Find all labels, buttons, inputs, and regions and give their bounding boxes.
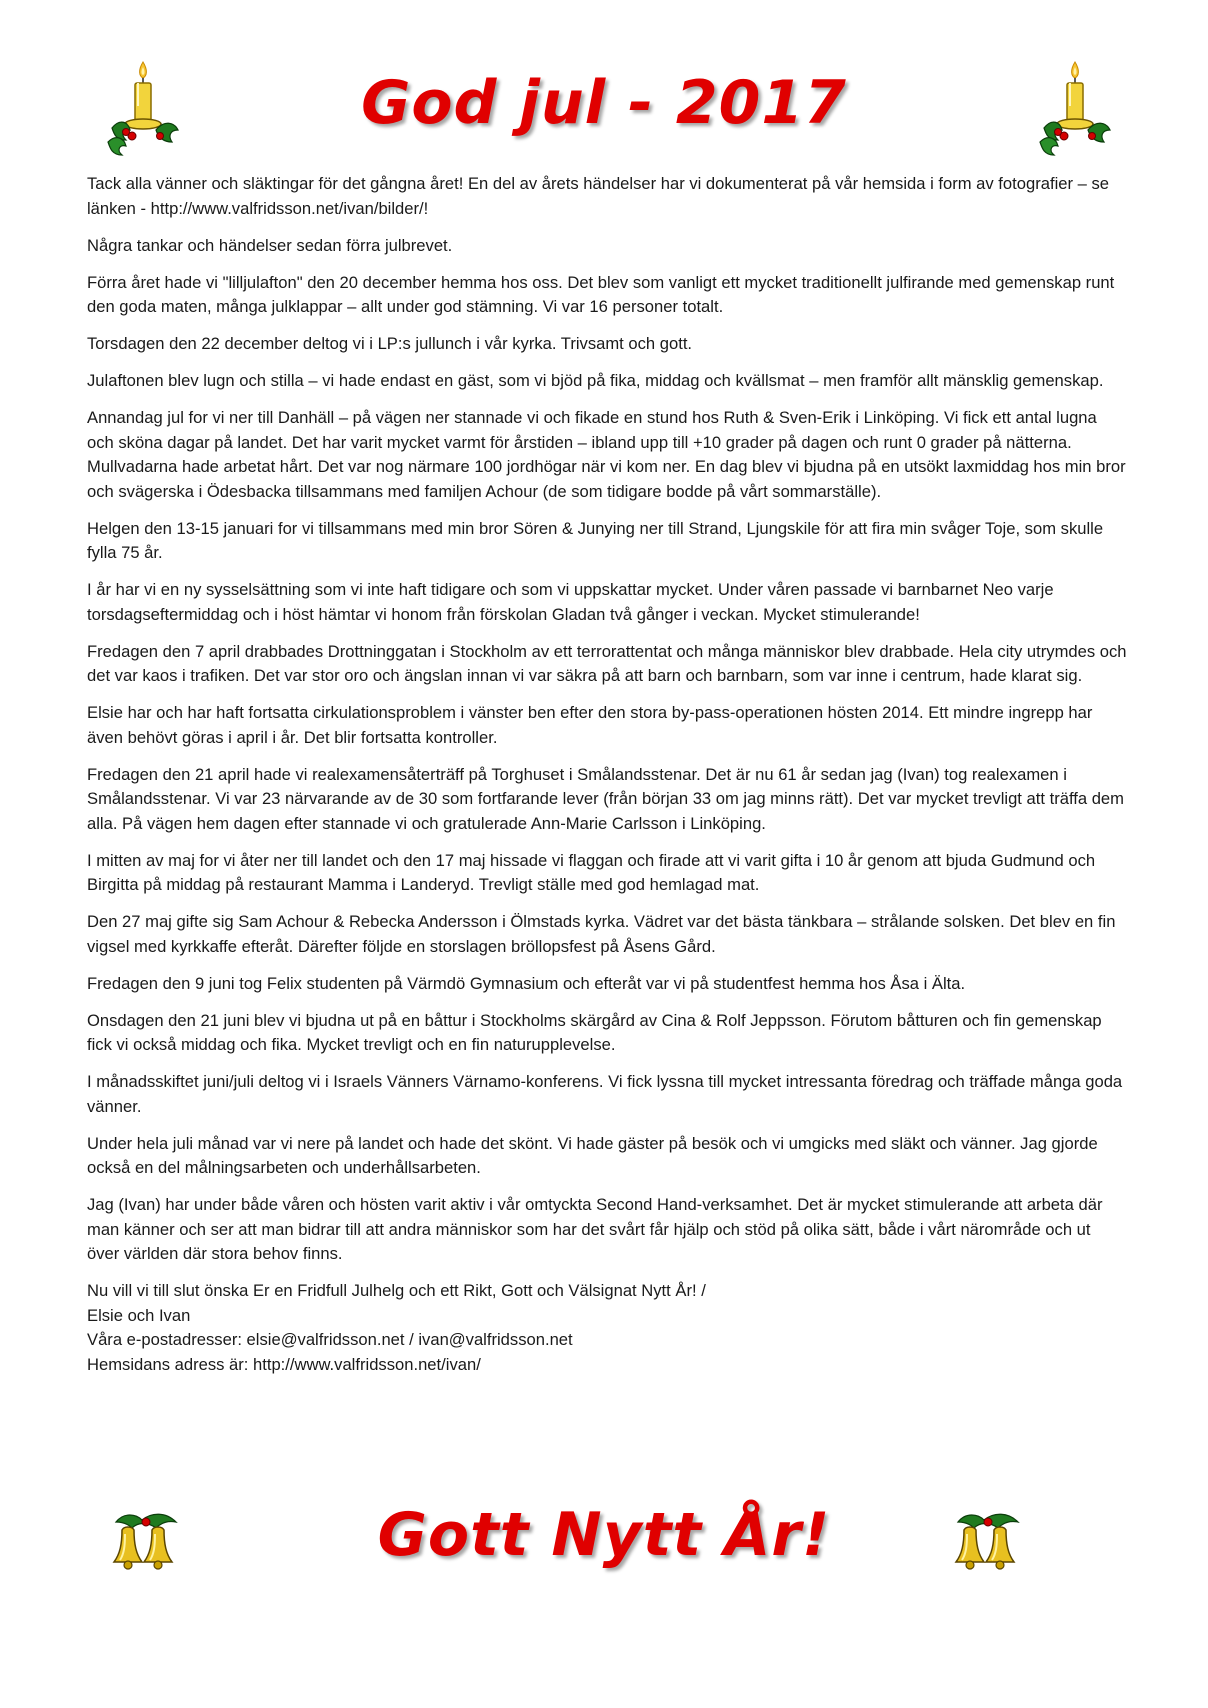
email-addresses: Våra e-postadresser: elsie@valfridsson.net / ivan@valfridsson.net [87, 1330, 573, 1349]
signature-names: Elsie och Ivan [87, 1305, 191, 1325]
paragraph: Elsie har och har haft fortsatta cirkulationsproblem i vänster ben efter den stora by-pass-operationen hösten 2014. Ett mindre ingrepp har även behövt göras i april i år. Det blir fortsatta kontroller. [87, 703, 1093, 747]
paragraph: Tack alla vänner och släktingar för det gångna året! En del av årets händelser har vi dokumenterat på vår hemsida i form av fotografier – se länken - http://www.valfridsson.net/ivan/bilder/! [87, 174, 1109, 218]
new-year-greeting: Gott Nytt År! [377, 1500, 831, 1570]
page-title: God jul - 2017 [361, 68, 847, 138]
paragraph: Jag (Ivan) har under både våren och hösten varit aktiv i vår omtyckta Second Hand-verksamhet. Det är mycket stimulerande att arbeta där man känner och ser att man bidrar till att andra människor som har det svårt får hjälp och stöd på olika sätt, både i vårt närområde och ut över världen där stora behov finns. [87, 1195, 1103, 1263]
closing-greeting: Nu vill vi till slut önska Er en Fridfull Julhelg och ett Rikt, Gott och Välsignat Nytt År! / [87, 1281, 706, 1300]
paragraph: Några tankar och händelser sedan förra julbrevet. [87, 235, 453, 255]
paragraph: Julaftonen blev lugn och stilla – vi hade endast en gäst, som vi bjöd på fika, middag och kvällsmat – men framför allt mänsklig gemenskap. [87, 371, 1104, 390]
paragraph: Förra året hade vi "lilljulafton" den 20 december hemma hos oss. Det blev som vanligt ett mycket traditionellt julfirande med gemenskap runt den goda maten, många julklappar – allt under god stämning. Vi var 16 personer totalt. [87, 272, 1115, 316]
paragraph: Fredagen den 9 juni tog Felix studenten på Värmdö Gymnasium och efteråt var vi på studentfest hemma hos Åsa i Älta. [87, 973, 966, 993]
paragraph: Fredagen den 21 april hade vi realexamensåterträff på Torghuset i Smålandsstenar. Det är nu 61 år sedan jag (Ivan) tog realexamen i Smålandsstenar. Vi var 23 närvarande av de 30 som fortfarande lever (från början 33 om jag minns rätt). Det var mycket trevligt att träffa dem alla. På vägen hem dagen efter stannade vi och gratulerade Ann-Marie Carlsson i Linköping. [87, 764, 1124, 833]
paragraph: Under hela juli månad var vi nere på landet och hade det skönt. Vi hade gäster på besök och vi umgicks med släkt och vänner. Jag gjorde också en del målningsarbeten och underhållsarbeten. [87, 1133, 1098, 1177]
paragraph: I år har vi en ny sysselsättning som vi inte haft tidigare och som vi uppskattar mycket. Under våren passade vi barnbarnet Neo varje torsdagseftermiddag och i höst hämtar vi honom från förskolan Gladan två gånger i veckan. Mycket stimulerande! [87, 580, 1054, 624]
letter-body [87, 172, 1127, 1377]
paragraph: Onsdagen den 21 juni blev vi bjudna ut på en båttur i Stockholms skärgård av Cina & Rolf Jeppsson. Förutom båtturen och fin gemenskap fick vi också middag och fika. Mycket trevligt och en fin naturupplevelse. [87, 1010, 1102, 1054]
paragraph: Annandag jul for vi ner till Danhäll – på vägen ner stannade vi och fikade en stund hos Ruth & Sven-Erik i Linköping. Vi fick ett antal lugna och sköna dagar på landet. Det har varit mycket varmt för årstiden – ibland upp till +10 grader på dagen och runt 0 grader på nätterna. Mullvadarna hade arbetat hårt. Det var nog närmare 100 jordhögar när vi kom ner. En dag blev vi bjudna på en utsökt laxmiddag hos min bror och svägerska i Ödesbacka tillsammans med familjen Achour (de som tidigare bodde på vårt sommarställe). [87, 408, 1126, 501]
paragraph: Helgen den 13-15 januari for vi tillsammans med min bror Sören & Junying ner till Strand, Ljungskile för att fira min svåger Toje, som skulle fylla 75 år. [87, 518, 1104, 562]
signoff-block [87, 1279, 1127, 1377]
homepage-address: Hemsidans adress är: http://www.valfridsson.net/ivan/ [87, 1354, 481, 1374]
paragraph: I mitten av maj for vi åter ner till landet och den 17 maj hissade vi flaggan och firade att vi varit gifta i 10 år genom att bjuda Gudmund och Birgitta på middag på restaurant Mamma i Landeryd. Trevligt ställe med god hemlagad mat. [87, 850, 1096, 894]
paragraph: Den 27 maj gifte sig Sam Achour & Rebecka Andersson i Ölmstads kyrka. Vädret var det bästa tänkbara – strålande solsken. Det blev en fin vigsel med kyrkkaffe efteråt. Därefter följde en storslagen bröllopsfest på Åsens Gård. [87, 912, 1116, 956]
paragraph: Torsdagen den 22 december deltog vi i LP:s jullunch i vår kyrka. Trivsamt och gott. [87, 334, 693, 353]
paragraph: I månadsskiftet juni/juli deltog vi i Israels Vänners Värnamo-konferens. Vi fick lyssna till mycket intressanta föredrag och träffade många goda vänner. [87, 1072, 1123, 1116]
paragraph: Fredagen den 7 april drabbades Drottninggatan i Stockholm av ett terrorattentat och många människor blev drabbade. Hela city utrymdes och det var kaos i trafiken. Det var stor oro och ängslan innan vi var säkra på att barn och barnbarn, som var inne i centrum, hade klarat sig. [87, 641, 1127, 685]
